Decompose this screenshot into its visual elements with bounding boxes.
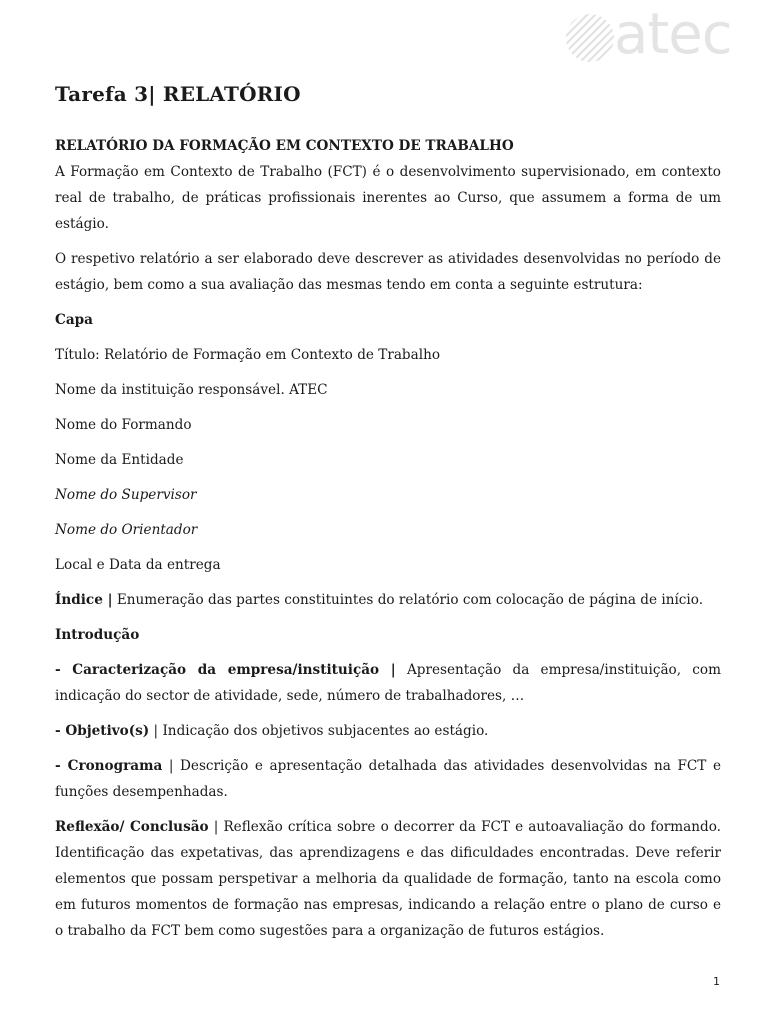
objetivos-paragraph (55, 718, 721, 744)
page-title: Tarefa 3| RELATÓRIO (55, 82, 301, 106)
cronograma-paragraph (55, 753, 721, 805)
capa-item-trainee: Nome do Formando (55, 417, 192, 433)
atec-logo (562, 2, 752, 67)
globe-icon (562, 10, 618, 66)
logo-wordmark: atec (614, 2, 732, 67)
caracterizacao-label: - Caracterização da empresa/instituição | (55, 662, 396, 678)
caracterizacao-text: Apresentação da empresa/instituição, com indicação do sector de atividade, sede, número de trabalhadores, … (55, 662, 721, 704)
cronograma-text: | Descrição e apresentação detalhada das atividades desenvolvidas na FCT e funções desempenhadas. (55, 758, 721, 800)
objetivos-label: - Objetivo(s) (55, 723, 150, 739)
intro-paragraph-2: O respetivo relatório a ser elaborado deve descrever as atividades desenvolvidas no período de estágio, bem como a sua avaliação das mesmas tendo em conta a seguinte estrutura: (55, 251, 721, 293)
caracterizacao-paragraph (55, 657, 721, 709)
reflexao-label: Reflexão/ Conclusão (55, 819, 209, 835)
capa-item-entity: Nome da Entidade (55, 452, 184, 468)
introducao-heading: Introdução (55, 627, 140, 643)
indice-label: Índice | (55, 592, 113, 608)
reflexao-text: | Reflexão crítica sobre o decorrer da FCT e autoavaliação do formando. Identificação das expetativas, das aprendizagens e das dificuldades encontradas. Deve referir elementos que possam perspetivar a melhoria da qualidade de formação, tanto na escola como em futuros momentos de formação nas empresas, indicando a relação entre o plano de curso e o trabalho da FCT bem como sugestões para a organização de futuros estágios. (55, 819, 721, 939)
intro-paragraph-1: A Formação em Contexto de Trabalho (FCT) é o desenvolvimento supervisionado, em contexto real de trabalho, de práticas profissionais inerentes ao Curso, que assumem a forma de um estágio. (55, 164, 721, 232)
capa-item-supervisor: Nome do Supervisor (55, 487, 197, 503)
indice-text: Enumeração das partes constituintes do relatório com colocação de página de início. (112, 592, 704, 608)
reflexao-paragraph (55, 814, 721, 944)
capa-item-institution: Nome da instituição responsável. ATEC (55, 382, 328, 398)
page-number: 1 (713, 975, 720, 988)
capa-item-advisor: Nome do Orientador (55, 522, 198, 538)
document-body (55, 133, 721, 944)
indice-paragraph (55, 587, 721, 613)
objetivos-text: | Indicação dos objetivos subjacentes ao estágio. (149, 723, 489, 739)
cronograma-label: - Cronograma (55, 758, 163, 774)
capa-item-title: Título: Relatório de Formação em Contexto de Trabalho (55, 347, 441, 363)
section-heading: RELATÓRIO DA FORMAÇÃO EM CONTEXTO DE TRABALHO (55, 138, 514, 154)
capa-item-place-date: Local e Data da entrega (55, 557, 221, 573)
capa-heading: Capa (55, 312, 93, 328)
